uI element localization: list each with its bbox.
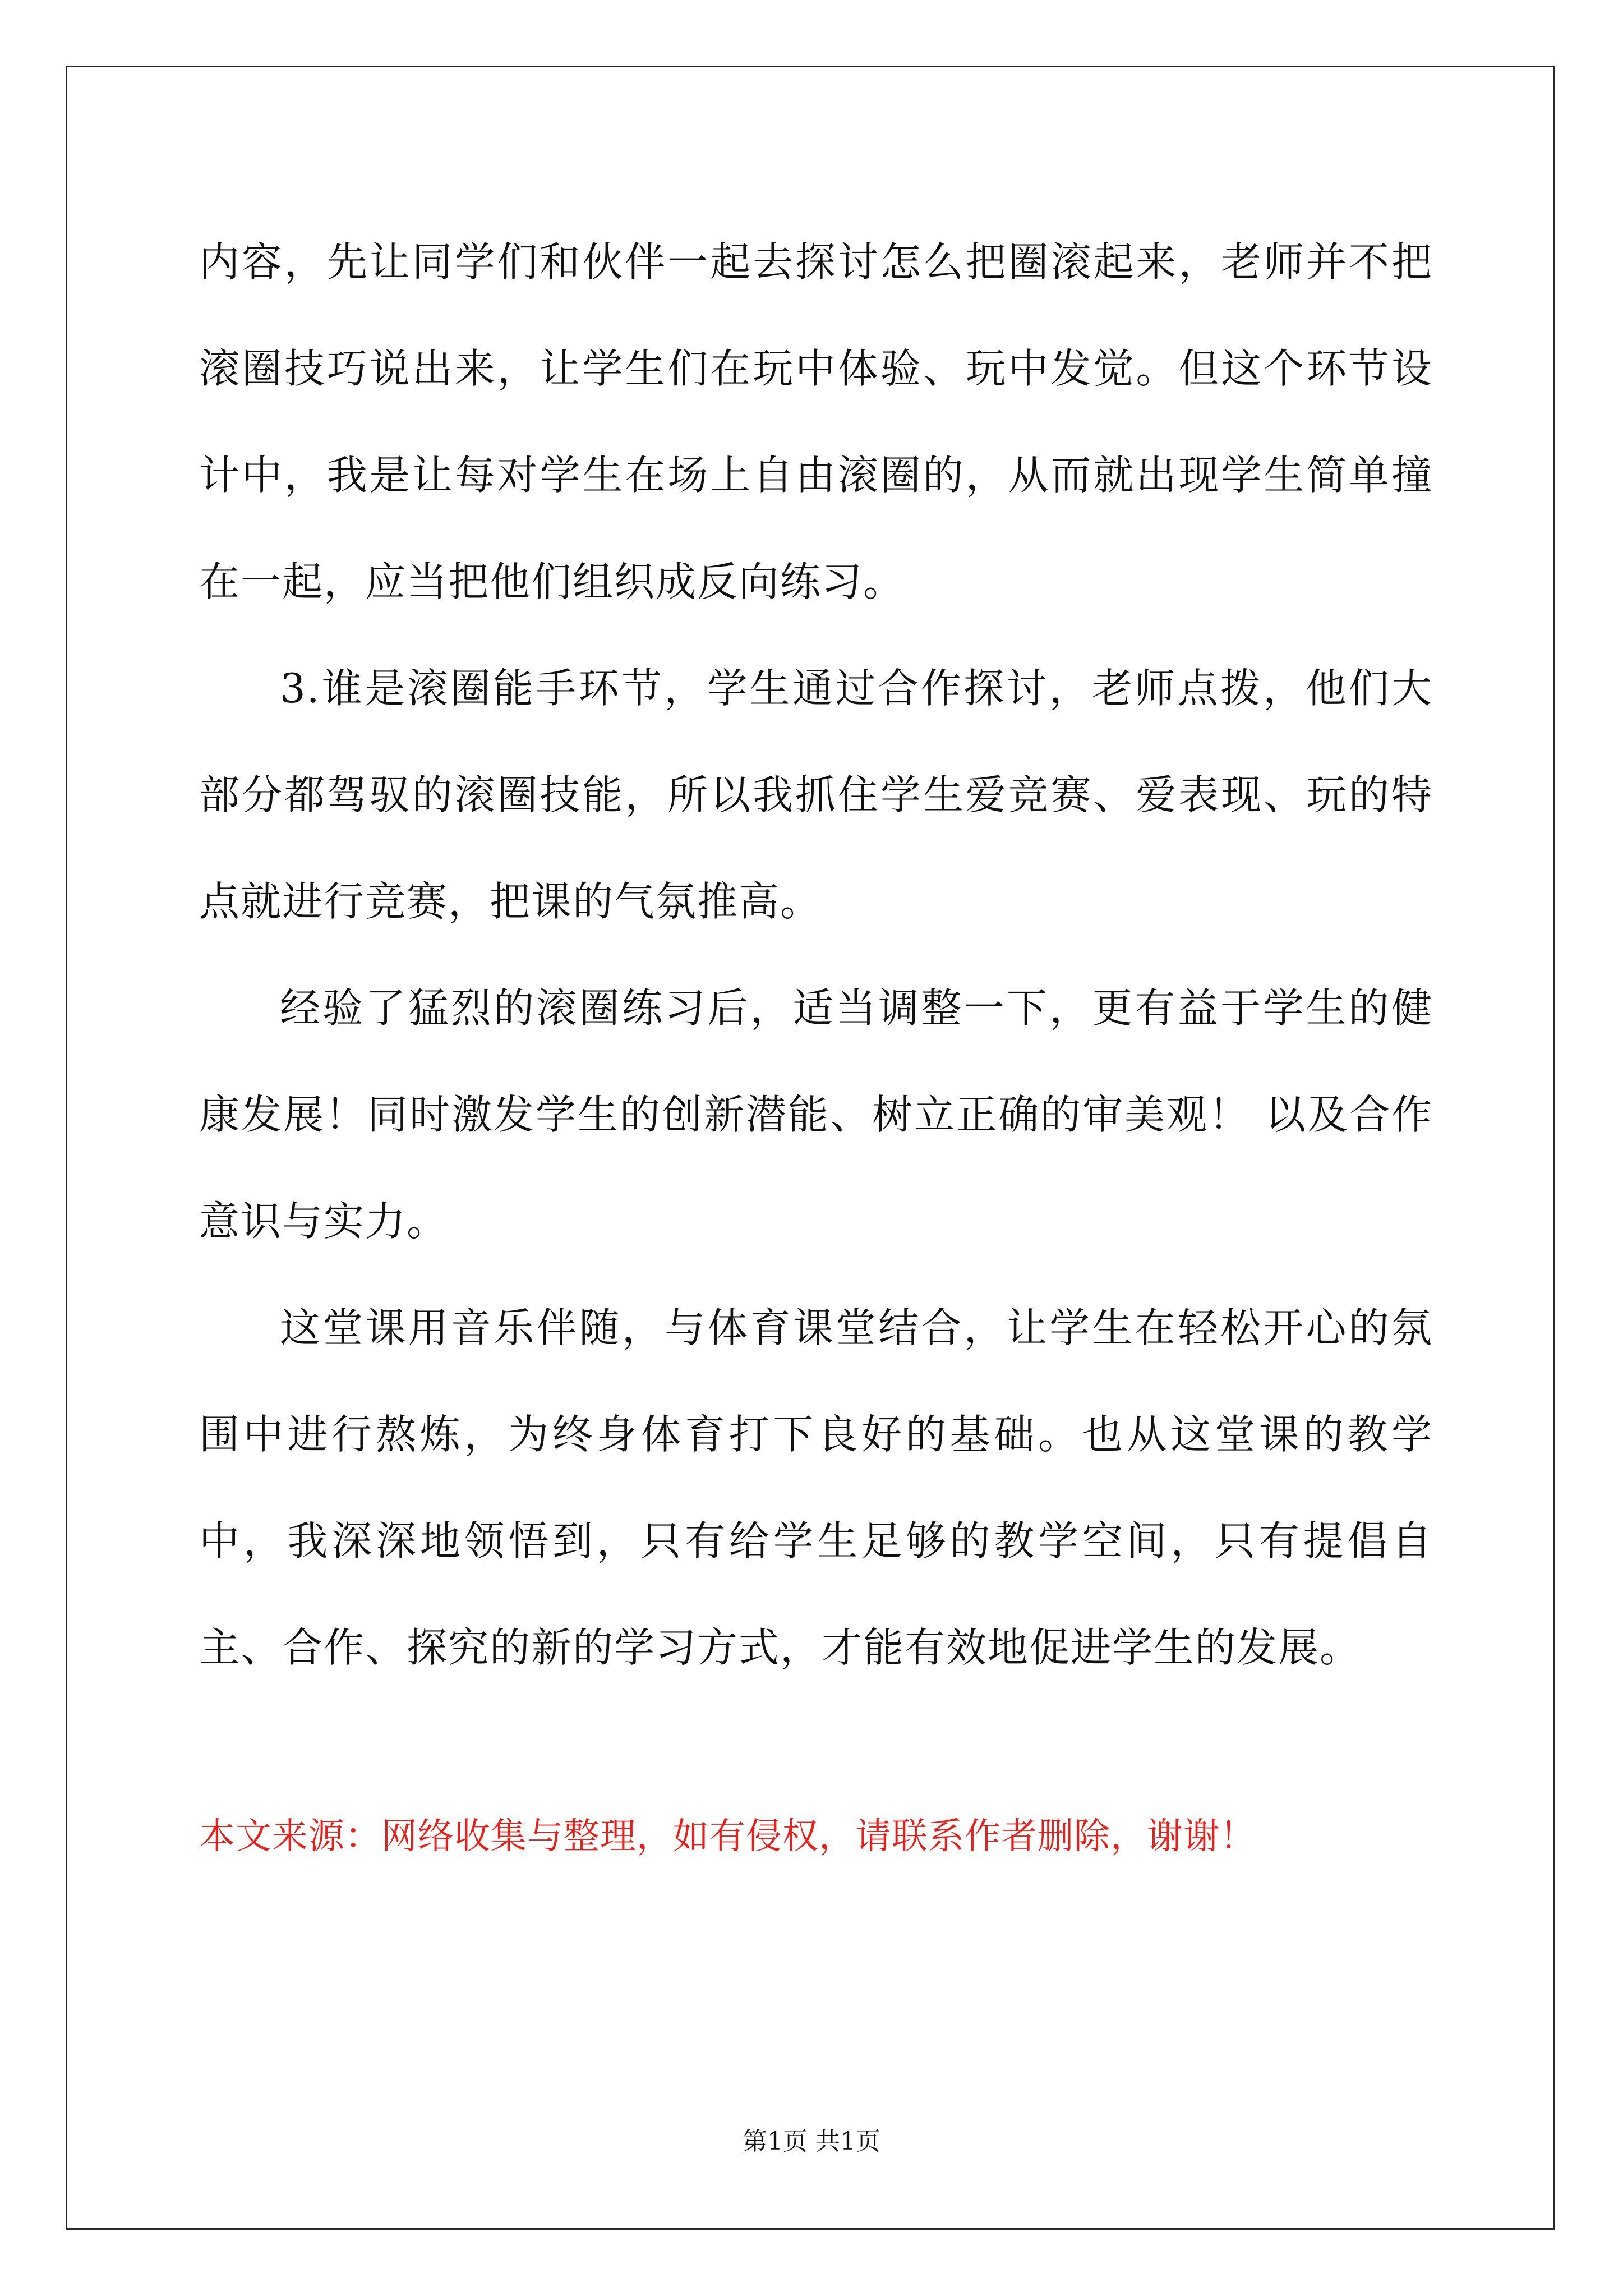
paragraph: 3.谁是滚圈能手环节，学生通过合作探讨，老师点拨，他们大部分都驾驭的滚圈技能，所以我抓住学生爱竞赛、爱表现、玩的特点就进行竞赛，把课的气氛推高。 bbox=[199, 665, 1433, 925]
paragraph: 经验了猛烈的滚圈练习后，适当调整一下，更有益于学生的健康发展！同时激发学生的创新潜能、树立正确的审美观！ 以及合作意识与实力。 bbox=[199, 984, 1433, 1245]
page-number-footer: 第1页 共1页 bbox=[743, 2127, 880, 2156]
paragraph: 这堂课用音乐伴随，与体育课堂结合，让学生在轻松开心的氛围中进行熬炼，为终身体育打下良好的基础。也从这堂课的教学中，我深深地领悟到，只有给学生足够的教学空间，只有提倡自主、合作、探究的新的学习方式，才能有效地促进学生的发展。 bbox=[199, 1304, 1433, 1671]
document-body bbox=[199, 209, 1433, 1701]
paragraph: 内容，先让同学们和伙伴一起去探讨怎么把圈滚起来，老师并不把滚圈技巧说出来，让学生们在玩中体验、玩中发觉。但这个环节设计中，我是让每对学生在场上自由滚圈的，从而就出现学生简单撞在一起，应当把他们组织成反向练习。 bbox=[199, 238, 1433, 605]
source-note: 本文来源：网络收集与整理，如有侵权，请联系作者删除，谢谢！ bbox=[199, 1816, 1256, 1857]
